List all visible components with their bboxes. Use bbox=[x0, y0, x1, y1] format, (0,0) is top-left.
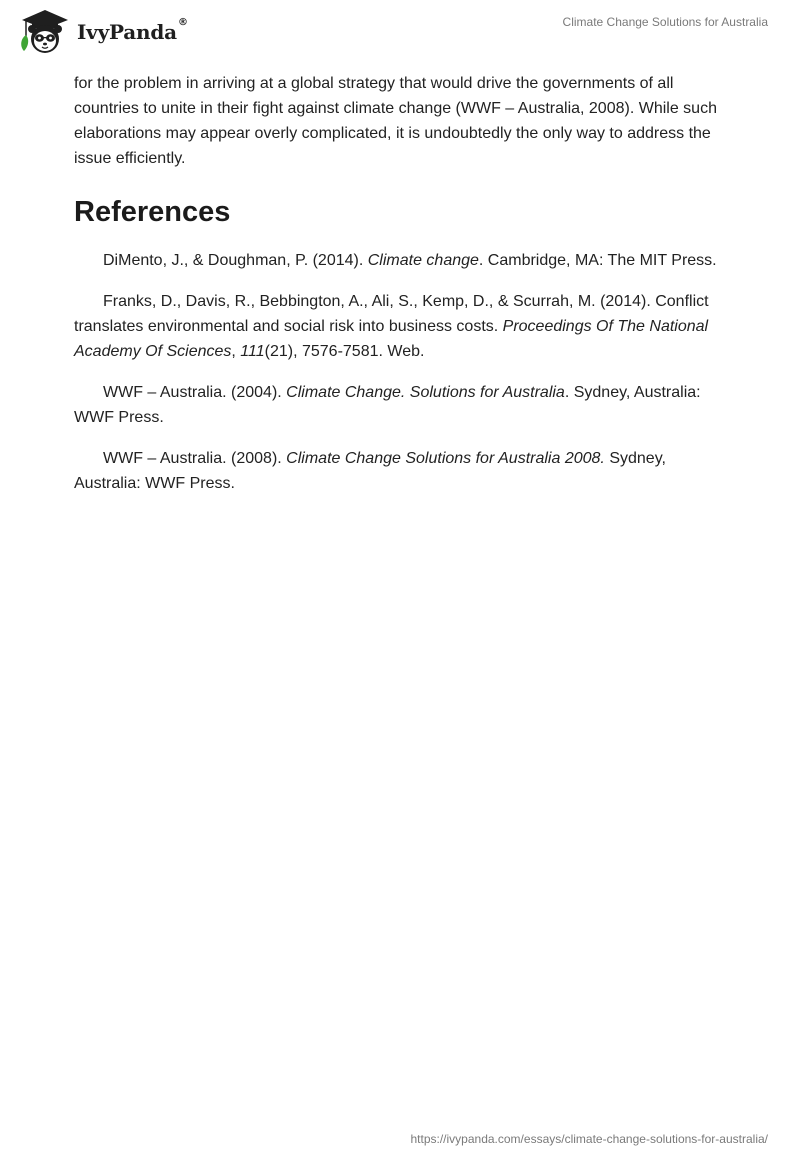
references-heading: References bbox=[74, 196, 231, 228]
reference-text: (21), 7576-7581. Web. bbox=[264, 343, 425, 360]
reference-text: DiMento, J., & Doughman, P. (2014). bbox=[103, 252, 368, 269]
reference-item bbox=[74, 446, 724, 496]
reference-title: Climate Change. Solutions for Australia bbox=[286, 384, 565, 401]
reference-text: Sydney, Australia: WWF Press. bbox=[74, 450, 666, 492]
source-url[interactable]: https://ivypanda.com/essays/climate-change-solutions-for-australia/ bbox=[410, 1132, 768, 1146]
reference-title: Climate change bbox=[367, 252, 479, 269]
reference-item bbox=[74, 248, 724, 273]
ivypanda-logo[interactable] bbox=[14, 7, 188, 55]
reference-text: WWF – Australia. (2008). bbox=[103, 450, 287, 467]
registered-mark: ® bbox=[177, 17, 188, 28]
panda-graduate-logo-icon bbox=[14, 7, 76, 55]
reference-title: Proceedings Of The National Academy Of Sciences bbox=[74, 318, 709, 360]
page-header bbox=[0, 0, 800, 64]
reference-text: . Cambridge, MA: The MIT Press. bbox=[478, 252, 717, 269]
reference-item bbox=[74, 289, 724, 364]
reference-text: , bbox=[231, 343, 241, 360]
brand-name bbox=[77, 17, 188, 44]
references-list bbox=[74, 248, 724, 496]
reference-volume: 111 bbox=[240, 343, 265, 360]
brand-text: IvyPanda bbox=[77, 20, 177, 44]
reference-text: Franks, D., Davis, R., Bebbington, A., Ali, S., Kemp, D., & Scurrah, M. (2014). Conflict translates environmental and social risk into business costs. bbox=[74, 293, 709, 335]
reference-text: WWF – Australia. (2004). bbox=[103, 384, 287, 401]
running-title: Climate Change Solutions for Australia bbox=[562, 15, 768, 29]
reference-title: Climate Change Solutions for Australia 2008. bbox=[286, 450, 605, 467]
reference-text: . Sydney, Australia: WWF Press. bbox=[74, 384, 701, 426]
intro-paragraph: for the problem in arriving at a global strategy that would drive the governments of all countries to unite in their fight against climate change (WWF – Australia, 2008). While such elaborations may appear overly complicated, it is undoubtedly the only way to address the issue efficiently. bbox=[74, 75, 717, 167]
reference-item bbox=[74, 380, 724, 430]
document-body bbox=[74, 71, 724, 512]
